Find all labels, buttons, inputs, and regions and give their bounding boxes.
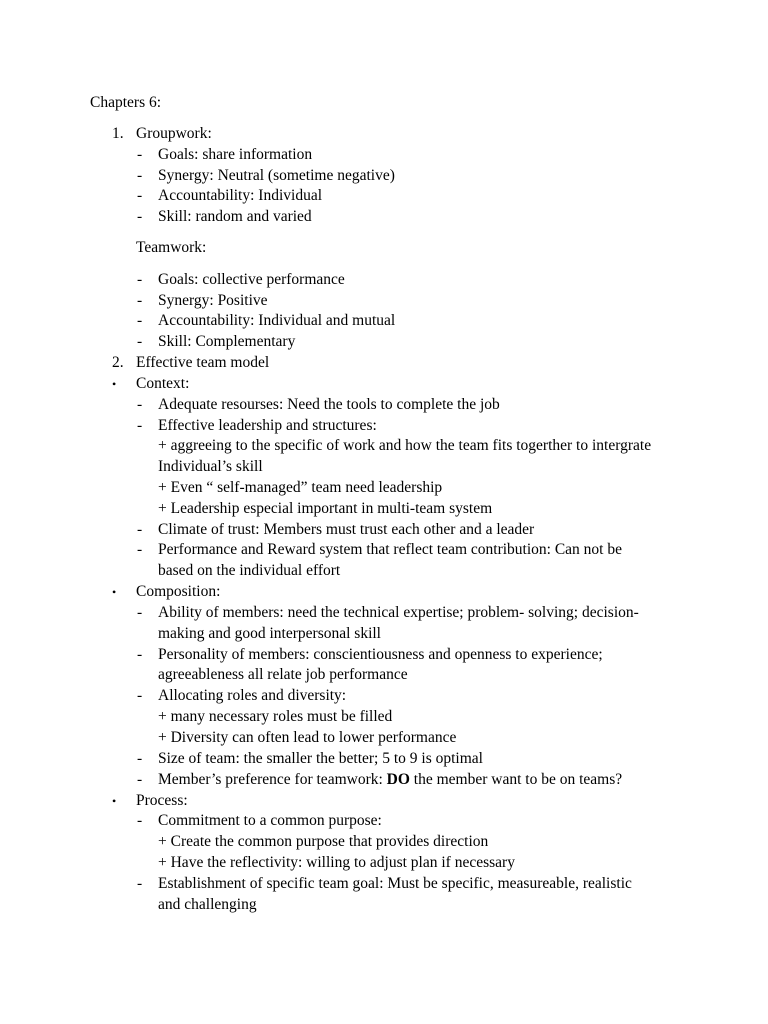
list-item: Skill: Complementary [158, 333, 296, 350]
list-item-continuation: based on the individual effort [158, 562, 341, 579]
dash-marker: - [137, 812, 143, 829]
list-item: Goals: collective performance [158, 271, 345, 288]
bullet-marker: • [112, 585, 117, 599]
groupwork-heading: Groupwork: [136, 125, 212, 142]
list-item: Allocating roles and diversity: [158, 687, 347, 704]
dash-marker: - [137, 208, 143, 225]
process-heading: Process: [136, 792, 188, 809]
bold-text-run: DO [386, 771, 410, 788]
bullet-marker: • [112, 377, 117, 391]
text-run: the member want to be on teams? [409, 771, 623, 788]
context-heading: Context: [136, 375, 190, 392]
list-item: Establishment of specific team goal: Must be specific, measureable, realistic [158, 875, 632, 892]
list-item: Ability of members: need the technical expertise; problem- solving; decision- [158, 604, 639, 621]
dash-marker: - [137, 417, 143, 434]
list-item: Accountability: Individual and mutual [158, 312, 396, 329]
list-subitem: + Even “ self-managed” team need leadership [158, 479, 443, 496]
list-subitem: Individual’s skill [158, 458, 263, 475]
list-item: Goals: share information [158, 146, 313, 163]
dash-marker: - [137, 750, 143, 767]
dash-marker: - [137, 396, 143, 413]
text-run: Member’s preference for teamwork: [158, 771, 387, 788]
dash-marker: - [137, 521, 143, 538]
list-subitem: + aggreeing to the specific of work and how the team fits togerther to intergrate [158, 437, 652, 454]
teamwork-heading: Teamwork: [136, 239, 207, 256]
list-item: Personality of members: conscientiousness and openness to experience; [158, 646, 603, 663]
list-item: Climate of trust: Members must trust each other and a leader [158, 521, 535, 538]
dash-marker: - [137, 604, 143, 621]
dash-marker: - [137, 271, 143, 288]
dash-marker: - [137, 333, 143, 350]
dash-marker: - [137, 541, 143, 558]
list-item: Effective leadership and structures: [158, 417, 377, 434]
list-item: Accountability: Individual [158, 187, 323, 204]
dash-marker: - [137, 771, 143, 788]
page-title: Chapters 6: [90, 94, 162, 111]
model-heading: Effective team model [136, 354, 270, 371]
bullet-marker: • [112, 794, 117, 808]
list-item: Size of team: the smaller the better; 5 to 9 is optimal [158, 750, 483, 767]
dash-marker: - [137, 687, 143, 704]
list-item: Synergy: Positive [158, 292, 268, 309]
dash-marker: - [137, 312, 143, 329]
list-subitem: + Diversity can often lead to lower performance [158, 729, 457, 746]
list-subitem: + many necessary roles must be filled [158, 708, 393, 725]
list-number-2: 2. [112, 354, 124, 371]
list-item: Commitment to a common purpose: [158, 812, 382, 829]
dash-marker: - [137, 646, 143, 663]
list-subitem: + Create the common purpose that provides direction [158, 833, 489, 850]
dash-marker: - [137, 187, 143, 204]
list-item: Adequate resourses: Need the tools to complete the job [158, 396, 500, 413]
list-item [158, 770, 622, 790]
list-item: Performance and Reward system that reflect team contribution: Can not be [158, 541, 622, 558]
list-subitem: + Have the reflectivity: willing to adjust plan if necessary [158, 854, 515, 871]
list-item-continuation: agreeableness all relate job performance [158, 666, 408, 683]
dash-marker: - [137, 146, 143, 163]
dash-marker: - [137, 875, 143, 892]
dash-marker: - [137, 167, 143, 184]
dash-marker: - [137, 292, 143, 309]
list-number-1: 1. [112, 125, 124, 142]
list-item: Skill: random and varied [158, 208, 312, 225]
list-item-continuation: making and good interpersonal skill [158, 625, 381, 642]
list-item: Synergy: Neutral (sometime negative) [158, 167, 395, 184]
composition-heading: Composition: [136, 583, 221, 600]
list-subitem: + Leadership especial important in multi-team system [158, 500, 493, 517]
list-item-continuation: and challenging [158, 896, 257, 913]
